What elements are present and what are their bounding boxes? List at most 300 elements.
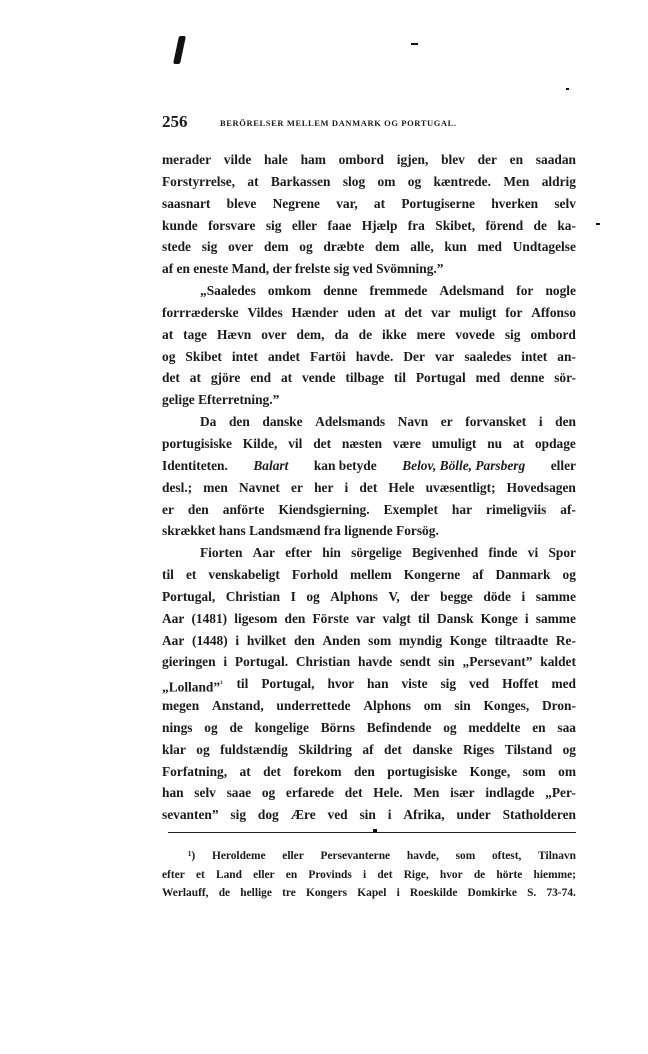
word: eller <box>253 868 275 881</box>
text-line <box>162 236 576 258</box>
word: over <box>228 239 254 255</box>
word: ka- <box>557 217 576 233</box>
word: hin <box>322 545 341 561</box>
word: vilde <box>223 152 252 167</box>
word: Forstyrrelse, <box>162 173 235 189</box>
word: Adelsmands <box>315 414 386 430</box>
word: i <box>235 632 240 648</box>
word: V, <box>388 588 400 604</box>
text-line <box>162 149 576 171</box>
word: havde. <box>355 348 394 364</box>
word: Aar <box>162 610 185 626</box>
word: ikke <box>382 326 407 342</box>
word: fuldstændig <box>220 741 288 757</box>
word: Land <box>215 868 242 881</box>
word: i <box>396 887 400 899</box>
word: det <box>377 868 393 881</box>
word: at <box>189 370 201 386</box>
word: nogle <box>545 283 576 299</box>
word: hörte <box>496 868 523 881</box>
word: de <box>473 868 486 881</box>
word: Affonso <box>531 304 576 320</box>
word: „Persevant” <box>462 654 533 670</box>
word: i <box>538 414 543 430</box>
text-line <box>162 695 576 717</box>
word: Der <box>403 348 425 364</box>
word: at <box>247 173 259 189</box>
word: den <box>353 763 375 779</box>
word: Undtagelse <box>512 239 576 255</box>
word: og <box>261 785 276 801</box>
word: saae <box>226 785 252 801</box>
word: det <box>162 370 180 386</box>
word: den <box>293 632 315 648</box>
word: at <box>384 304 396 320</box>
word: Christian <box>295 654 351 670</box>
word: Fiorten <box>200 545 243 561</box>
word: hverken <box>491 195 539 211</box>
text-line <box>162 171 576 193</box>
word: tilbage <box>345 370 385 386</box>
word: i <box>223 654 228 670</box>
word: af- <box>560 501 576 517</box>
word: underrettede <box>276 698 351 714</box>
word: efter <box>162 868 185 881</box>
word: Hovedsagen <box>506 479 576 495</box>
word: danske <box>412 741 453 757</box>
word: ¹) <box>188 850 196 862</box>
word: rimeligviis <box>486 501 547 517</box>
text-line <box>162 717 576 739</box>
word: Förste <box>312 610 349 626</box>
word: til <box>162 567 174 583</box>
ink-speck <box>411 43 418 45</box>
word: dræbte <box>323 239 365 255</box>
word: Men <box>503 173 530 189</box>
word: saa <box>557 719 576 735</box>
text-line-mixed <box>162 455 576 477</box>
word: at <box>512 435 525 451</box>
word: at <box>373 195 386 211</box>
word: fra <box>407 217 425 233</box>
word: sig <box>504 326 521 342</box>
word: Aar <box>252 545 275 561</box>
word: kongelige <box>254 719 309 735</box>
word: en <box>509 152 524 167</box>
ink-speck <box>566 88 569 90</box>
word: stede <box>162 239 192 255</box>
word: som <box>455 850 476 862</box>
word: Persevanterne <box>320 850 391 862</box>
text-line <box>162 193 576 215</box>
word: vi <box>527 545 539 561</box>
footnote-line <box>162 884 576 903</box>
word: kæntrede. <box>433 173 491 189</box>
word: umuligt <box>431 435 477 451</box>
word: Skibet, <box>435 217 476 233</box>
running-head: BERÖRELSER MELLEM DANMARK OG PORTUGAL. <box>220 118 457 128</box>
word: selv <box>554 195 576 211</box>
word: ved <box>327 807 348 823</box>
word: efter <box>285 545 312 561</box>
word: med <box>475 370 501 386</box>
word: eller <box>282 850 304 862</box>
word: Barkassen <box>270 173 331 189</box>
word: Provinds <box>308 868 352 881</box>
word: Christian <box>225 588 281 604</box>
word: aldrig <box>541 173 576 189</box>
word: i <box>524 610 529 626</box>
word: Befindende <box>366 719 432 735</box>
footnote-rule <box>168 832 576 833</box>
word: og <box>443 719 457 735</box>
word: Domkirke <box>467 887 517 899</box>
word: den <box>555 414 576 430</box>
word: forsvare <box>208 217 256 233</box>
word: indlagde <box>485 785 535 801</box>
word: og <box>299 239 313 255</box>
word: danske <box>262 414 303 430</box>
word: erfarede <box>285 785 334 801</box>
word: Konge <box>449 632 487 648</box>
word: hale <box>264 152 288 167</box>
word: Re- <box>555 632 576 648</box>
ink-speck <box>596 223 600 225</box>
word: kunde <box>162 217 198 233</box>
word: ligesom <box>234 610 278 626</box>
word: Portugal <box>415 370 466 386</box>
word: kaldet <box>540 654 576 670</box>
word: Riges <box>463 741 495 757</box>
text-line <box>162 782 576 804</box>
word: i <box>363 868 367 881</box>
word: andet <box>267 348 300 364</box>
word: at <box>239 763 251 779</box>
word: i <box>344 479 349 495</box>
word: forrræderske <box>162 304 239 320</box>
word: 73-74. <box>546 887 576 899</box>
text-line <box>162 324 576 346</box>
word: sig <box>201 239 218 255</box>
word: ombord <box>338 152 384 167</box>
word: især <box>450 785 475 801</box>
word: valgt <box>382 610 411 626</box>
word: venskabeligt <box>208 567 280 583</box>
word: dem, <box>296 326 325 342</box>
word: Heroldeme <box>211 850 266 862</box>
word: alle, <box>410 239 434 255</box>
word: det <box>313 435 332 451</box>
word: i <box>521 588 526 604</box>
text-line <box>162 804 576 826</box>
text-run: Identiteten. <box>162 457 228 473</box>
word: et <box>195 868 205 881</box>
text-line <box>162 739 576 761</box>
word: igjen, <box>396 152 429 167</box>
word: tiltraadte <box>494 632 549 648</box>
text-line <box>162 433 576 455</box>
word: det <box>404 304 423 320</box>
word: sörgelige <box>351 545 402 561</box>
word: den <box>284 610 306 626</box>
word: döde <box>483 588 511 604</box>
word: har <box>451 501 473 517</box>
text-line <box>162 651 576 673</box>
word: der <box>477 152 497 167</box>
ink-mark <box>173 36 186 64</box>
word: sig <box>230 807 247 823</box>
word: Hele. <box>373 785 403 801</box>
text-run: til Portugal, hvor han viste sig ved Hoffet med <box>236 676 576 692</box>
word: slog <box>342 173 366 189</box>
word: havde, <box>406 850 439 862</box>
word: sig <box>265 217 282 233</box>
word: og <box>562 567 576 583</box>
word: Konge, <box>469 763 511 779</box>
word: til <box>417 610 430 626</box>
word: de <box>218 887 231 899</box>
word: portugisiske <box>387 763 458 779</box>
page-number: 256 <box>162 112 188 131</box>
word: en <box>285 868 298 881</box>
word: Anden <box>322 632 361 648</box>
word: sendt <box>400 654 431 670</box>
word: Skibet <box>185 348 222 364</box>
word: förend <box>485 217 524 233</box>
word: bleve <box>226 195 257 211</box>
word: hvor <box>439 868 463 881</box>
text-line <box>162 215 576 237</box>
word: tage <box>183 326 207 342</box>
word: det <box>359 479 378 495</box>
word: da <box>334 326 349 342</box>
word: var <box>434 348 455 364</box>
word: denne <box>323 283 358 299</box>
word: Negrene <box>272 195 320 211</box>
word: anförte <box>222 501 265 517</box>
word: tre <box>282 887 296 899</box>
word: for <box>505 304 523 320</box>
footnote-ref: ¹ <box>220 679 223 689</box>
word: sin <box>359 807 376 823</box>
text-line <box>162 564 576 586</box>
word: mellem <box>350 567 392 583</box>
word: mere <box>416 326 446 342</box>
text-line <box>162 477 576 499</box>
word: var <box>431 304 451 320</box>
word: Konges, <box>483 698 530 714</box>
word: og <box>196 741 210 757</box>
word: det <box>384 741 402 757</box>
text-run: „Lolland”$^{^1}$ <box>162 679 223 695</box>
word: forekom <box>293 763 342 779</box>
word: de <box>358 326 373 342</box>
word: Spor <box>548 545 576 561</box>
word: myndig <box>398 632 443 648</box>
word: omkom <box>267 283 312 299</box>
word: eller <box>291 217 318 233</box>
word: klar <box>162 741 186 757</box>
word: er <box>162 501 174 517</box>
text-run: eller <box>550 457 576 473</box>
word: at <box>280 370 293 386</box>
word: for <box>516 283 534 299</box>
word: de <box>533 217 547 233</box>
word: han <box>162 785 184 801</box>
word: at <box>162 326 174 342</box>
word: fremmede <box>369 283 428 299</box>
word: Werlauff, <box>162 887 209 899</box>
word: Konge <box>480 610 518 626</box>
text-line <box>162 608 576 630</box>
word: Forhold <box>291 567 338 583</box>
footnote-line <box>162 866 576 885</box>
word: Hjælp <box>361 217 398 233</box>
text-line-mixed <box>162 673 576 695</box>
word: ham <box>300 152 326 167</box>
word: under <box>456 807 491 823</box>
text-line <box>162 761 576 783</box>
word: dem <box>375 239 400 255</box>
word: Alphons <box>330 588 378 604</box>
text-run: kan betyde <box>313 457 377 473</box>
word: „Saaledes <box>200 283 256 299</box>
word: sin <box>454 698 471 714</box>
text-line <box>162 586 576 608</box>
word: her <box>314 479 334 495</box>
word: oftest, <box>491 850 522 862</box>
word: næsten <box>341 435 383 451</box>
word: Begivenhed <box>411 545 479 561</box>
word: megen <box>162 698 200 714</box>
ink-speck <box>373 829 377 832</box>
word: Vildes <box>247 304 283 320</box>
word: vovede <box>455 326 495 342</box>
word: forvansket <box>465 414 527 430</box>
word: og <box>562 741 576 757</box>
word: i <box>387 807 392 823</box>
word: vil <box>288 435 303 451</box>
word: Dansk <box>436 610 474 626</box>
word: men <box>203 479 228 495</box>
word: Da <box>200 414 217 430</box>
word: nings <box>162 719 193 735</box>
word: er <box>291 479 303 495</box>
word: Hævn <box>216 326 252 342</box>
word: som <box>522 763 546 779</box>
word: uvæsentligt; <box>425 479 496 495</box>
text-line: gelige Efterretning.” <box>162 392 280 408</box>
word: hellige <box>240 887 272 899</box>
word: Skildring <box>298 741 352 757</box>
page-header <box>162 112 582 134</box>
word: Navn <box>397 414 429 430</box>
word: I <box>290 588 296 604</box>
word: Forfatning, <box>162 763 228 779</box>
word: den <box>228 414 250 430</box>
word: Exemplet <box>383 501 438 517</box>
word: an- <box>557 348 576 364</box>
text-line <box>162 542 576 564</box>
word: faae <box>327 217 352 233</box>
text-line: skrækket hans Landsmænd fra lignende Forsög. <box>162 523 439 539</box>
word: og <box>204 719 218 735</box>
word: samme <box>535 610 576 626</box>
word: Börns <box>320 719 355 735</box>
word: begge <box>440 588 473 604</box>
word: Portugiserne <box>401 195 475 211</box>
word: S. <box>527 887 537 899</box>
word: der <box>410 588 430 604</box>
word: den <box>187 501 209 517</box>
text-line <box>162 280 576 302</box>
word: denne <box>510 370 545 386</box>
word: sevanten” <box>162 807 219 823</box>
word: ombord <box>530 326 576 342</box>
text-line <box>162 499 576 521</box>
word: sin <box>438 654 455 670</box>
word: det <box>344 785 363 801</box>
word: af <box>472 567 484 583</box>
word: om <box>423 698 442 714</box>
word: være <box>392 435 421 451</box>
word: Dron- <box>541 698 576 714</box>
word: dem <box>264 239 289 255</box>
word: er <box>440 414 453 430</box>
word: saasnart <box>162 195 211 211</box>
word: blev <box>441 152 465 167</box>
word: hiemme; <box>533 868 576 881</box>
word: muligt <box>459 304 497 320</box>
word: Hele <box>388 479 415 495</box>
word: Men <box>413 785 440 801</box>
text-line <box>162 367 576 389</box>
word: Roeskilde <box>409 887 458 899</box>
word: vende <box>302 370 336 386</box>
word: selv <box>194 785 216 801</box>
word: Fartöi <box>310 348 346 364</box>
word: Navnet <box>238 479 280 495</box>
word: var <box>356 610 376 626</box>
body-text <box>162 149 576 826</box>
word: sör- <box>554 370 576 386</box>
word: desl.; <box>162 479 193 495</box>
word: Tilstand <box>504 741 553 757</box>
word: Adelsmand <box>439 283 505 299</box>
word: af <box>362 741 374 757</box>
word: intet <box>521 348 548 364</box>
word: samme <box>535 588 576 604</box>
word: merader <box>162 152 212 167</box>
word: Tilnavn <box>538 850 576 862</box>
word: om <box>558 763 576 779</box>
word: (1448) <box>192 632 228 648</box>
word: Danmark <box>495 567 551 583</box>
word: som <box>368 632 392 648</box>
word: var, <box>336 195 358 211</box>
word: „Per- <box>545 785 576 801</box>
text-line: af en eneste Mand, der frelste sig ved Svömning.” <box>162 261 444 277</box>
word: finde <box>488 545 518 561</box>
italic-names: Belov, Bölle, Parsberg <box>402 457 526 473</box>
word: kun <box>444 239 467 255</box>
footnote <box>162 847 576 903</box>
word: intet <box>231 348 258 364</box>
word: de <box>229 719 243 735</box>
word: opdage <box>534 435 576 451</box>
text-line <box>162 411 576 433</box>
word: end <box>250 370 272 386</box>
